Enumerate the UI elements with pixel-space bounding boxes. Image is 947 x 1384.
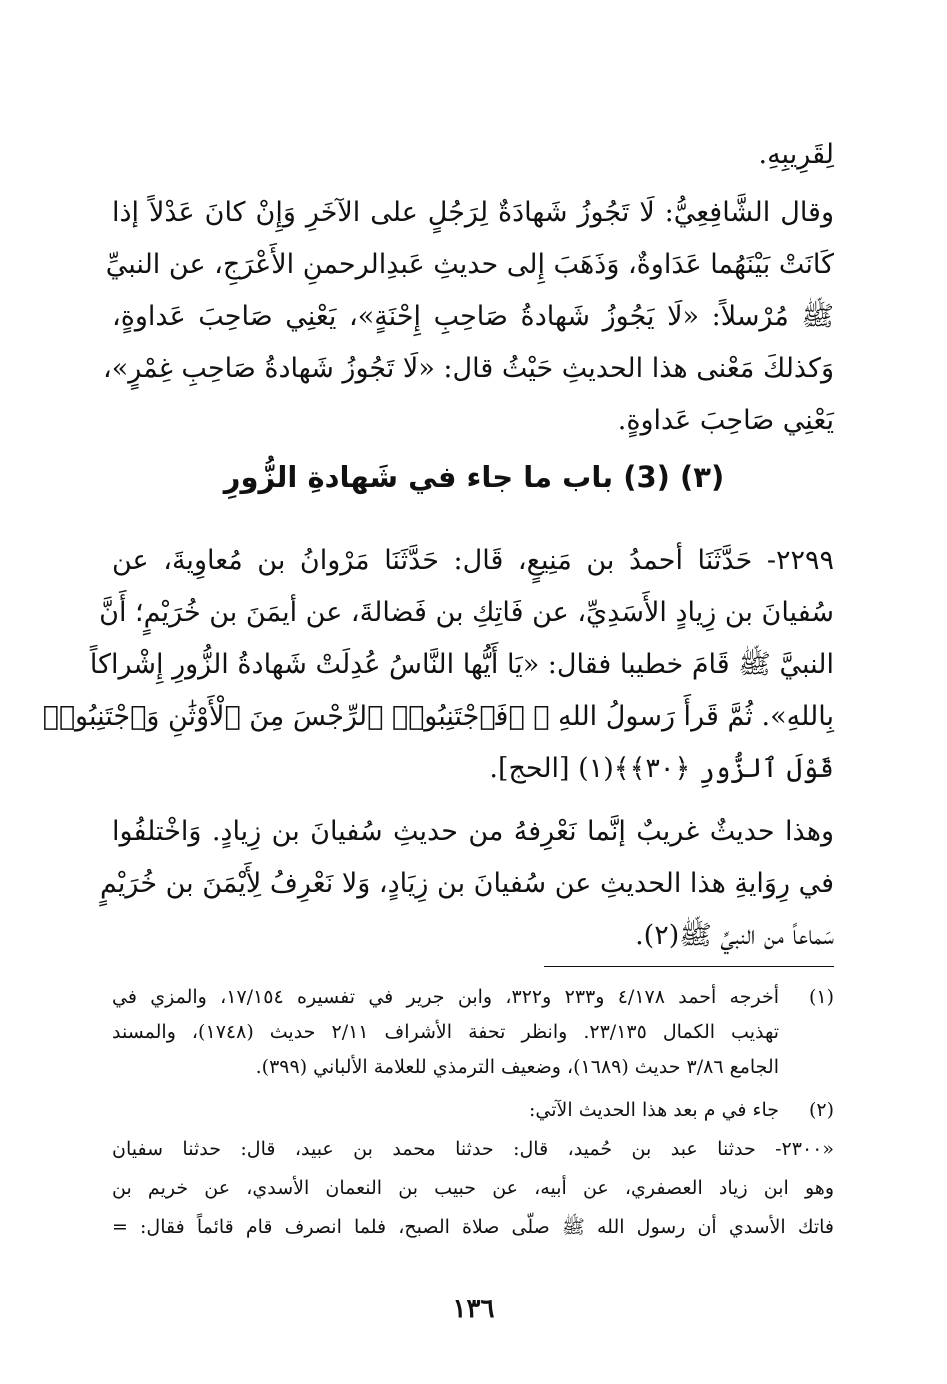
- paragraph1-line: وقال الشَّافِعِيُّ: لَا تَجُوزُ شَهادَةٌ لِرَجُلٍ على الآخَرِ وَإِنْ كانَ عَدْلاً إذا: [112, 197, 834, 228]
- commentary-line: في رِوَايةِ هذا الحديثِ عن سُفيانَ بن زِيَادٍ، وَلا نَعْرِفُ لِأَيْمَنَ بن خُرَيْمٍ: [99, 868, 834, 899]
- hadith-line: سُفيانَ بن زِيادٍ الأَسَدِيِّ، عن فَاتِكِ بن فَضالةَ، عن أيمَنَ بن خُرَيْمٍ؛ أَنَّ: [99, 597, 834, 628]
- commentary-line: سَماعاً من النبيِّ ﷺ(٢).: [635, 920, 834, 951]
- footnote-2-line: وهو ابن زياد العصفري، عن أبيه، عن حبيب بن النعمان الأسدي، عن خريم بن: [112, 1177, 834, 1199]
- footnote-1-line: الجامع ٣/٨٦ حديث (١٦٨٩)، وضعيف الترمذي للعلامة الألباني (٣٩٩).: [255, 1056, 779, 1078]
- footnote-1-line: تهذيب الكمال ٢٣/١٣٥. وانظر تحفة الأشراف ٢/١١ حديث (١٧٤٨)، والمسند: [112, 1021, 780, 1043]
- commentary-line: وهذا حديثٌ غريبٌ إنَّما نَعْرِفهُ من حديثِ سُفيانَ بن زِيادٍ. وَاخْتلفُوا: [112, 816, 834, 847]
- paragraph1-line: وَكذلكَ مَعْنى هذا الحديثِ حَيْثُ قال: «لَا تَجُوزُ شَهادةُ صَاحِبِ غِمْرٍ»،: [102, 353, 834, 384]
- hadith-line: بِاللهِ». ثُمَّ قَرأَ رَسولُ اللهِ ﷺ ﴿فَٱجْتَنِبُوا۟ ٱلرِّجْسَ مِنَ ٱلْأَوْثَٰنِ وَٱجْتَنِبُوا۟: [42, 701, 834, 732]
- hadith-line: ٢٢٩٩- حَدَّثَنَا أحمدُ بن مَنِيعٍ، قَال: حَدَّثَنَا مَرْوانُ بن مُعاوِيةَ، عن: [112, 545, 834, 576]
- footnote-marker: (٢): [808, 1099, 834, 1121]
- paragraph1-line: ﷺ مُرْسلاً: «لَا يَجُوزُ شَهادةُ صَاحِبِ إِحْنَةٍ»، يَعْنِي صَاحِبَ عَداوةٍ،: [112, 301, 834, 332]
- opening-line: لِقَرِيبِهِ.: [758, 139, 834, 170]
- chapter-heading: (٣) (3) باب ما جاء في شَهادةِ الزُّورِ: [223, 460, 725, 494]
- footnote-1-line: أخرجه أحمد ٤/١٧٨ و٢٣٣ و٣٢٢، وابن جرير في تفسيره ١٧/١٥٤، والمزي في: [112, 986, 779, 1008]
- paragraph1-line: يَعْنِي صَاحِبَ عَداوةٍ.: [617, 405, 834, 436]
- footnote-2-line: «٢٣٠٠- حدثنا عبد بن حُميد، قال: حدثنا محمد بن عبيد، قال: حدثنا سفيان: [112, 1138, 834, 1160]
- footnote-2-line: جاء في م بعد هذا الحديث الآتي:: [529, 1099, 779, 1121]
- hadith-line: قَوْلَ ٱلزُّورِ ﴿٣٠﴾﴾(١) [الحج].: [489, 753, 834, 784]
- footnote-2-line: فاتك الأسدي أن رسول الله ﷺ صلّى صلاة الصبح، فلما انصرف قام قائماً فقال: =: [112, 1216, 834, 1238]
- paragraph1-line: كَانَتْ بَيْنَهُما عَدَاوةٌ، وَذَهَبَ إِلى حديثِ عَبدِالرحمنِ الأَعْرَجِ، عن النبيِّ: [105, 249, 834, 280]
- page-number: ١٣٦: [452, 1294, 495, 1324]
- hadith-line: النبيَّ ﷺ قَامَ خطيبا فقال: «يَا أَيُّها النَّاسُ عُدِلَتْ شَهادةُ الزُّورِ إِشْراكاً: [89, 649, 834, 680]
- footnote-separator: [544, 966, 834, 967]
- footnote-marker: (١): [808, 986, 834, 1008]
